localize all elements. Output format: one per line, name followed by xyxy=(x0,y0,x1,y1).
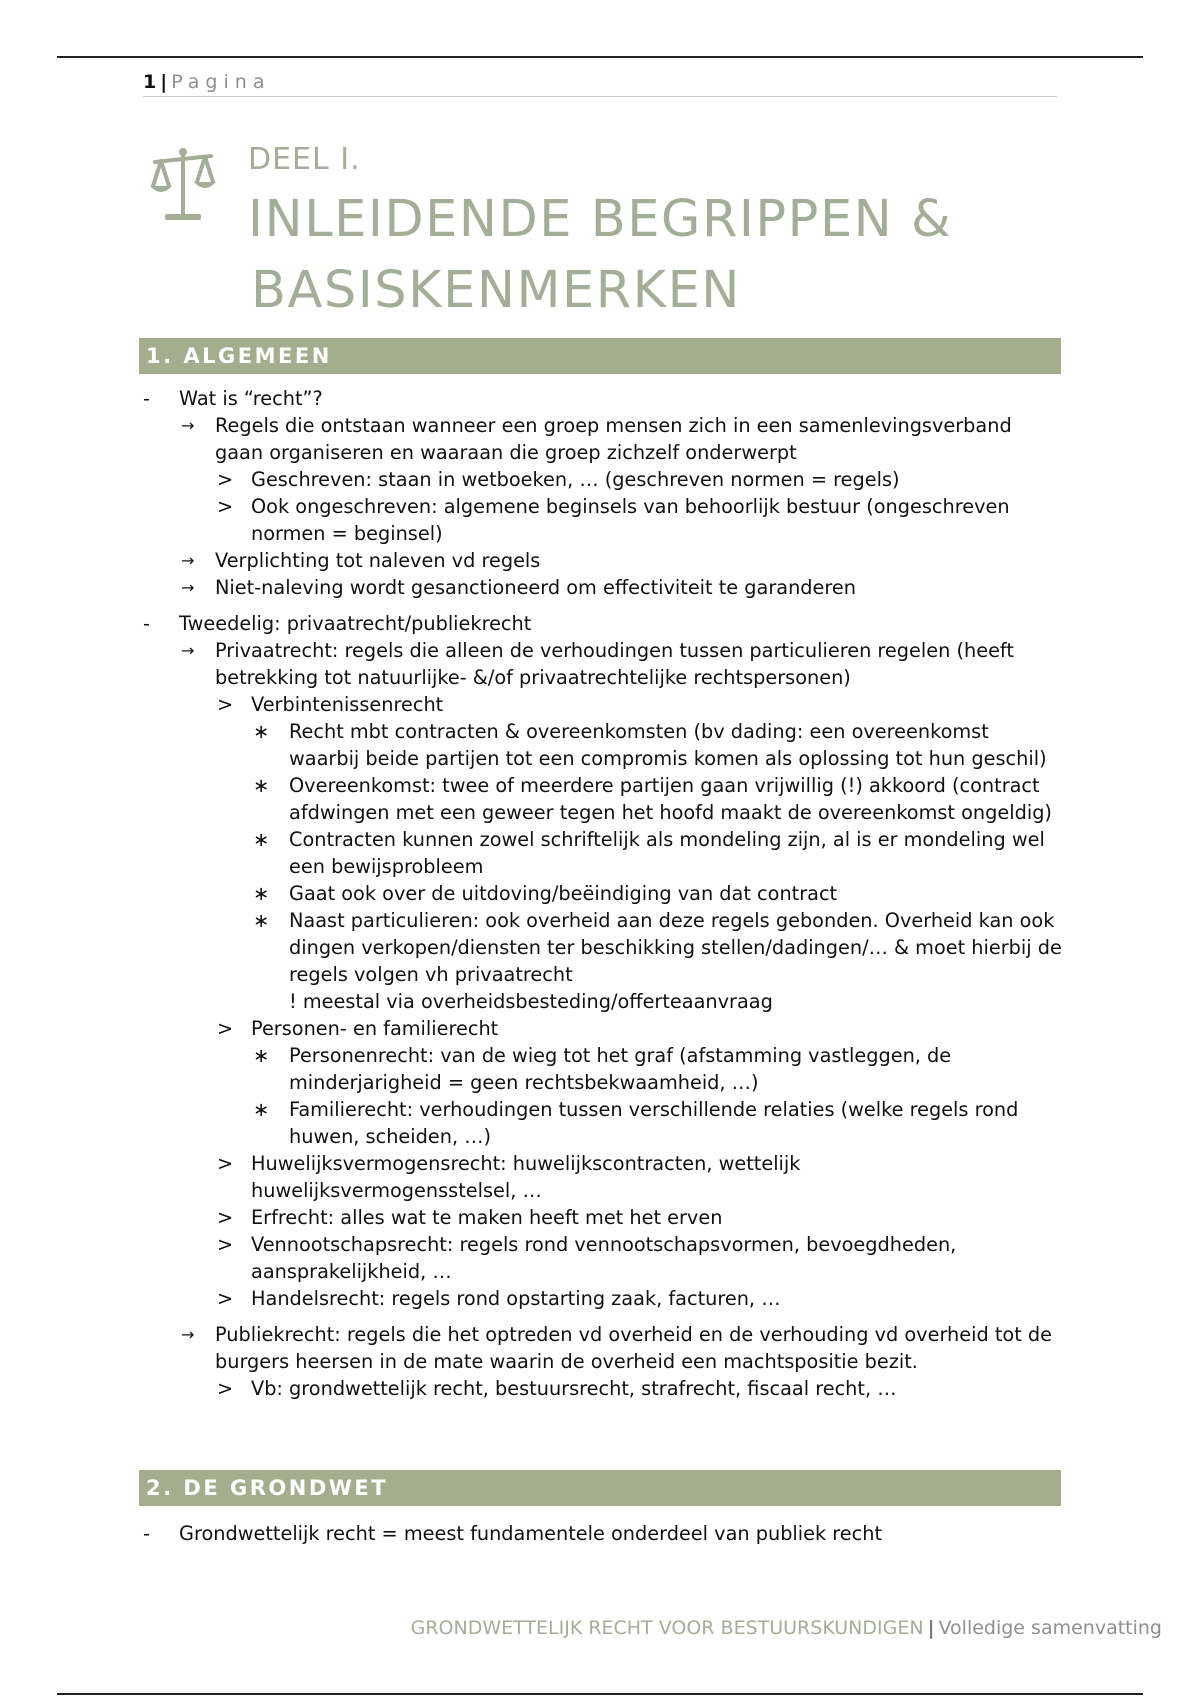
arrow-bullet-icon: → xyxy=(181,416,195,435)
section-1-content xyxy=(143,385,1063,1402)
item-text: Personenrecht: van de wieg tot het graf (afstamming vastleggen, de minderjarigheid = geen rechtsbekwaamheid, …) xyxy=(289,1044,952,1094)
chapter-title-block xyxy=(143,140,1103,326)
chevron-bullet-icon: > xyxy=(217,1152,234,1175)
dash-bullet: - xyxy=(143,1522,150,1545)
item-text: Personen- en familierecht xyxy=(251,1017,499,1040)
chapter-title-line-2: BASISKENMERKEN xyxy=(251,261,741,320)
footer-separator: | xyxy=(927,1617,935,1639)
list-item xyxy=(143,412,1063,466)
arrow-bullet-icon: → xyxy=(181,641,195,660)
item-text: Contracten kunnen zowel schriftelijk als mondeling zijn, al is er mondeling wel een bewijsprobleem xyxy=(289,828,1045,878)
list-item xyxy=(143,1096,1063,1150)
list-item xyxy=(143,637,1063,691)
list-item xyxy=(143,1042,1063,1096)
star-bullet-icon: ∗ xyxy=(253,828,270,851)
page-separator: | xyxy=(160,71,168,93)
list-item xyxy=(143,826,1063,880)
arrow-bullet-icon: → xyxy=(181,551,195,570)
list-item xyxy=(143,547,1063,574)
item-text: Publiekrecht: regels die het optreden vd overheid en de verhouding vd overheid tot de burgers heersen in de mate waarin de overheid een machtspositie bezit. xyxy=(215,1323,1052,1373)
scales-of-justice-icon xyxy=(147,146,219,226)
page-number: 1 xyxy=(143,71,157,93)
list-item xyxy=(143,493,1063,547)
item-text: Regels die ontstaan wanneer een groep mensen zich in een samenlevingsverband gaan organiseren en waaraan die groep zichzelf onderwerpt xyxy=(215,414,1012,464)
dash-bullet: - xyxy=(143,387,150,410)
chevron-bullet-icon: > xyxy=(217,1377,234,1400)
list-item xyxy=(143,574,1063,601)
star-bullet-icon: ∗ xyxy=(253,882,270,905)
footer-subtitle: Volledige samenvatting xyxy=(938,1617,1162,1639)
star-bullet-icon: ∗ xyxy=(253,720,270,743)
chevron-bullet-icon: > xyxy=(217,468,234,491)
item-text: Familierecht: verhoudingen tussen verschillende relaties (welke regels rond huwen, scheiden, …) xyxy=(289,1098,1019,1148)
arrow-bullet-icon: → xyxy=(181,578,195,597)
chevron-bullet-icon: > xyxy=(217,1206,234,1229)
part-label: DEEL I. xyxy=(248,142,361,177)
list-item xyxy=(143,1520,1063,1547)
chevron-bullet-icon: > xyxy=(217,1287,234,1310)
list-item xyxy=(143,466,1063,493)
list-item xyxy=(143,385,1063,412)
item-text: Erfrecht: alles wat te maken heeft met het erven xyxy=(251,1206,723,1229)
item-text: Verbintenissenrecht xyxy=(251,693,444,716)
item-text: Handelsrecht: regels rond opstarting zaak, facturen, … xyxy=(251,1287,781,1310)
item-text: Privaatrecht: regels die alleen de verhoudingen tussen particulieren regelen (heeft betrekking tot natuurlijke- &/of privaatrechtelijke rechtspersonen) xyxy=(215,639,1014,689)
chapter-title xyxy=(143,184,1103,326)
chapter-title-line-1: INLEIDENDE BEGRIPPEN & xyxy=(248,190,953,249)
item-text: Overeenkomst: twee of meerdere partijen gaan vrijwillig (!) akkoord (contract afdwingen met een geweer tegen het hoofd maakt de overeenkomst ongeldig) xyxy=(289,774,1052,824)
item-text: Wat is “recht”? xyxy=(179,387,323,410)
star-bullet-icon: ∗ xyxy=(253,1098,270,1121)
list-item xyxy=(143,610,1063,637)
item-text: Vb: grondwettelijk recht, bestuursrecht, strafrecht, fiscaal recht, … xyxy=(251,1377,897,1400)
page-header xyxy=(143,70,1057,97)
list-item xyxy=(143,691,1063,718)
star-bullet-icon: ∗ xyxy=(253,909,270,932)
list-item xyxy=(143,772,1063,826)
star-bullet-icon: ∗ xyxy=(253,1044,270,1067)
item-text: Niet-naleving wordt gesanctioneerd om effectiviteit te garanderen xyxy=(215,576,856,599)
list-item xyxy=(143,1015,1063,1042)
arrow-bullet-icon: → xyxy=(181,1325,195,1344)
list-item xyxy=(143,1285,1063,1312)
item-note: ! meestal via overheidsbesteding/offerteaanvraag xyxy=(289,990,773,1013)
star-bullet-icon: ∗ xyxy=(253,774,270,797)
item-text: Vennootschapsrecht: regels rond vennootschapsvormen, bevoegdheden, aansprakelijkheid, … xyxy=(251,1233,957,1283)
chevron-bullet-icon: > xyxy=(217,495,234,518)
list-item xyxy=(143,907,1063,1015)
item-text: Gaat ook over de uitdoving/beëindiging van dat contract xyxy=(289,882,838,905)
section-2-content xyxy=(143,1520,1063,1547)
item-text: Naast particulieren: ook overheid aan deze regels gebonden. Overheid kan ook dingen verkopen/diensten ter beschikking stellen/dadingen/… & moet hierbij de regels volgen vh privaatrecht xyxy=(289,909,1062,986)
item-text: Ook ongeschreven: algemene beginsels van behoorlijk bestuur (ongeschreven normen = beginsel) xyxy=(251,495,1010,545)
item-text: Geschreven: staan in wetboeken, … (geschreven normen = regels) xyxy=(251,468,900,491)
page-footer xyxy=(411,1615,1162,1641)
list-item xyxy=(143,718,1063,772)
chevron-bullet-icon: > xyxy=(217,693,234,716)
list-item xyxy=(143,1150,1063,1204)
footer-course-title: GRONDWETTELIJK RECHT VOOR BESTUURSKUNDIGEN xyxy=(410,1617,924,1639)
page-word: Pagina xyxy=(171,71,271,93)
list-item xyxy=(143,1375,1063,1402)
list-item xyxy=(143,880,1063,907)
bottom-rule xyxy=(57,1693,1143,1695)
list-item xyxy=(143,1204,1063,1231)
item-text: Tweedelig: privaatrecht/publiekrecht xyxy=(179,612,532,635)
item-text: Recht mbt contracten & overeenkomsten (bv dading: een overeenkomst waarbij beide partijen tot een compromis komen als oplossing tot hun geschil) xyxy=(289,720,1047,770)
section-heading-de-grondwet: 2. DE GRONDWET xyxy=(139,1470,1061,1506)
item-text: Verplichting tot naleven vd regels xyxy=(215,549,541,572)
list-item xyxy=(143,1231,1063,1285)
chevron-bullet-icon: > xyxy=(217,1233,234,1256)
chevron-bullet-icon: > xyxy=(217,1017,234,1040)
item-text: Huwelijksvermogensrecht: huwelijkscontracten, wettelijk huwelijksvermogensstelsel, … xyxy=(251,1152,801,1202)
top-rule xyxy=(57,56,1143,58)
section-heading-algemeen: 1. ALGEMEEN xyxy=(139,338,1061,374)
dash-bullet: - xyxy=(143,612,150,635)
item-text: Grondwettelijk recht = meest fundamentele onderdeel van publiek recht xyxy=(179,1522,883,1545)
list-item xyxy=(143,1321,1063,1375)
